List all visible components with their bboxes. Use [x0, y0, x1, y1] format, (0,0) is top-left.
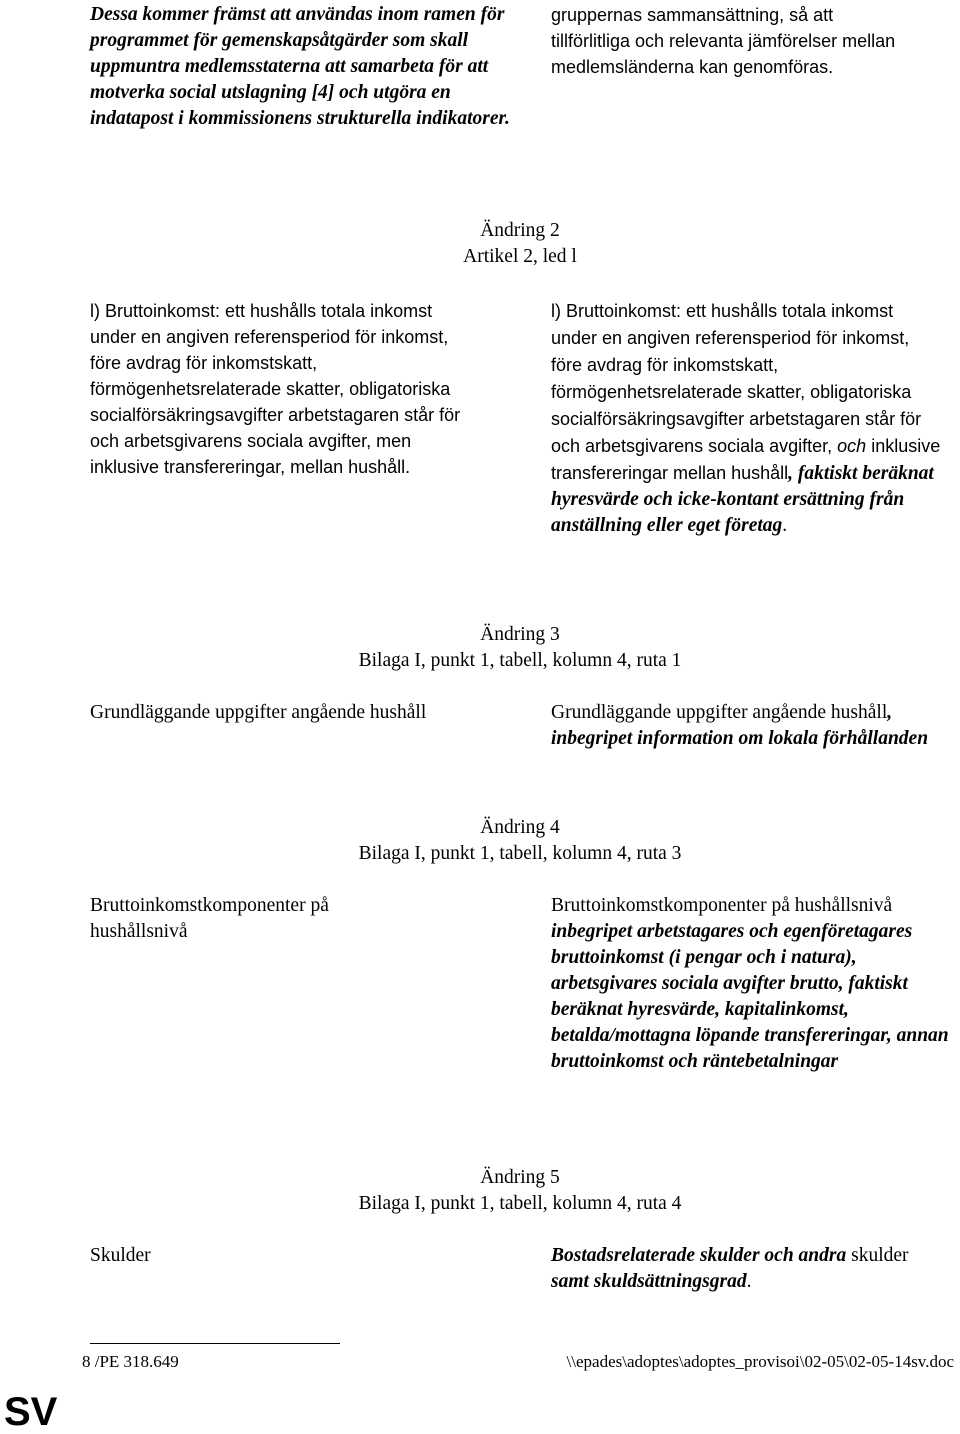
- amendment-4-original-text: Bruttoinkomstkomponenter på hushållsnivå: [90, 895, 329, 942]
- amendment-2-title: Ändring 2: [480, 220, 560, 241]
- amendment-5-reference: Bilaga I, punkt 1, tabell, kolumn 4, ruta 4: [358, 1193, 682, 1214]
- footer-rule: [90, 1343, 340, 1344]
- amendment-5-amended-text: [551, 1243, 951, 1295]
- footer-page-reference: 8 /PE 318.649: [82, 1352, 179, 1371]
- amendment-3-reference: Bilaga I, punkt 1, tabell, kolumn 4, ruta 1: [358, 650, 682, 671]
- amendment-5-amended-plain: skulder: [846, 1245, 909, 1266]
- amendment-4-amended-plain: Bruttoinkomstkomponenter på hushållsnivå: [551, 895, 893, 916]
- amendment-5-original-text: Skulder: [90, 1245, 151, 1266]
- amendment-2-reference: Artikel 2, led l: [463, 246, 577, 267]
- amendment-5-title: Ändring 5: [480, 1167, 560, 1188]
- amendment-2-amended-italic: och: [837, 436, 867, 456]
- amendment-4-heading: [0, 815, 960, 867]
- amendment-4-amended-bold: inbegripet arbetstagares och egenföretagares bruttoinkomst (i pengar och i natura), arbetsgivares sociala avgifter brutto, faktiskt beräknat hyresvärde, kapitalinkomst, betalda/mottagna löpande transfereringar, annan bruttoinkomst och räntebetalningar: [551, 921, 949, 1072]
- amendment-2-amended-bold: , faktiskt beräknat hyresvärde och icke-kontant ersättning från anställning eller eget företag: [551, 463, 934, 536]
- intro-right-text: gruppernas sammansättning, så att tillförlitliga och relevanta jämförelser mellan medlemsländerna kan genomföras.: [551, 5, 896, 77]
- amendment-3-amended-bold: , inbegripet information om lokala förhållanden: [551, 702, 929, 749]
- amendment-5-amended-end: .: [746, 1271, 752, 1292]
- amendment-5-amended-bold2: samt skuldsättningsgrad: [551, 1271, 747, 1292]
- amendment-5-heading: [0, 1165, 960, 1217]
- amendment-3-heading: [0, 622, 960, 674]
- intro-left-text: Dessa kommer främst att användas inom ramen för programmet för gemenskapsåtgärder som skall uppmuntra medlemsstaterna att samarbeta för att motverka social utslagning [4] och utgöra en indatapost i kommissionens strukturella indikatorer.: [90, 4, 510, 129]
- language-code: SV: [4, 1390, 58, 1434]
- amendment-2-amended-end: .: [782, 515, 788, 536]
- footer-file-path: \\epades\adoptes\adoptes_provisoi\02-05\02-05-14sv.doc: [566, 1352, 954, 1371]
- amendment-3-title: Ändring 3: [480, 624, 560, 645]
- amendment-4-reference: Bilaga I, punkt 1, tabell, kolumn 4, ruta 3: [358, 843, 682, 864]
- amendment-2-amended-text: [551, 298, 941, 539]
- amendment-2-amended-part2: inklusive transfereringar mellan hushåll: [551, 436, 941, 483]
- amendment-3-original-text: Grundläggande uppgifter angående hushåll: [90, 702, 427, 723]
- amendment-2-amended-part1: l) Bruttoinkomst: ett hushålls totala inkomst under en angiven referensperiod för inkomst, före avdrag för inkomstskatt, förmögenhetsrelaterade skatter, obligatoriska socialförsäkringsavgifter arbetstagaren står för och arbetsgivarens sociala avgifter,: [551, 301, 922, 456]
- amendment-4-amended-text: [551, 893, 951, 1075]
- amendment-2-heading: [0, 218, 960, 270]
- amendment-2-original-text: l) Bruttoinkomst: ett hushålls totala inkomst under en angiven referensperiod för inkomst, före avdrag för inkomstskatt, förmögenhetsrelaterade skatter, obligatoriska socialförsäkringsavgifter arbetstagaren står för och arbetsgivarens sociala avgifter, men inklusive transfereringar, mellan hushåll.: [90, 301, 461, 477]
- amendment-5-amended-bold1: Bostadsrelaterade skulder och andra: [551, 1245, 847, 1266]
- amendment-3-amended-text: [551, 700, 951, 752]
- amendment-3-amended-plain: Grundläggande uppgifter angående hushåll: [551, 702, 888, 723]
- amendment-4-title: Ändring 4: [480, 817, 560, 838]
